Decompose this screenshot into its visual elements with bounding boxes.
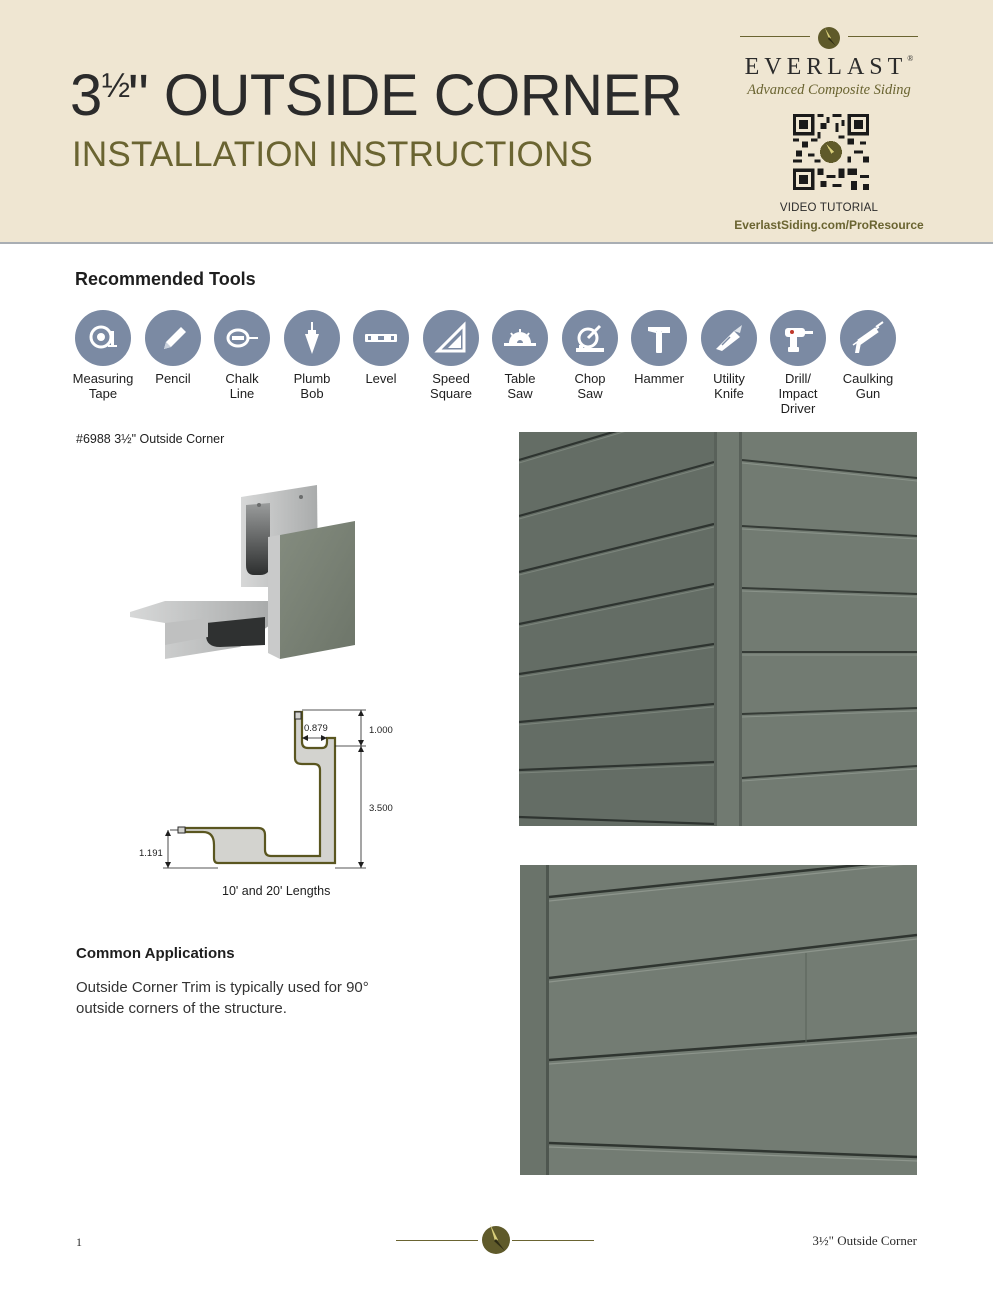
- tool-table-saw: Table Saw: [485, 310, 555, 401]
- recommended-tools-heading: Recommended Tools: [75, 269, 256, 289]
- measuring-tape-icon: [84, 319, 122, 357]
- common-applications-text: Outside Corner Trim is typically used for 90° outside corners of the structure.: [76, 979, 369, 1017]
- tool-level: Level: [346, 310, 416, 386]
- pro-resource-link[interactable]: EverlastSiding.com/ProResource: [734, 218, 924, 232]
- qr-code-icon[interactable]: [793, 114, 869, 190]
- dim-width-label: 0.879: [304, 723, 328, 734]
- footer-document-title: 3½" Outside Corner: [812, 1233, 917, 1248]
- title-fraction: ½: [101, 67, 129, 105]
- tool-hammer: Hammer: [624, 310, 694, 386]
- brand-rule-right: [848, 36, 918, 37]
- drill-icon: [779, 319, 817, 357]
- video-tutorial-label: VIDEO TUTORIAL: [779, 202, 879, 214]
- tool-chalk-line: Chalk Line: [207, 310, 277, 401]
- table-saw-icon: [501, 319, 539, 357]
- dim-top-label: 1.000: [369, 725, 393, 736]
- outside-corner-3d-render: [120, 475, 370, 675]
- compass-emblem-icon: [816, 24, 842, 50]
- utility-knife-icon: [710, 319, 748, 357]
- dim-height-label: 3.500: [369, 803, 393, 814]
- level-icon: [362, 319, 400, 357]
- tool-utility-knife: Utility Knife: [694, 310, 764, 401]
- page-title: $3^{\frac{1}{2}}$" OUTSIDE CORNER: [70, 63, 683, 128]
- common-applications-heading: Common Applications: [76, 945, 235, 962]
- hammer-icon: [640, 319, 678, 357]
- lengths-note: 10' and 20' Lengths: [222, 884, 331, 898]
- tools-row: [68, 310, 908, 416]
- footer-rule-left: [396, 1240, 478, 1241]
- brand-tagline: Advanced Composite Siding: [747, 82, 911, 98]
- tool-caulking-gun: Caulking Gun: [833, 310, 903, 401]
- brand-name: EVERLAST®: [744, 54, 914, 80]
- brand-rule-left: [740, 36, 810, 37]
- page-subtitle: INSTALLATION INSTRUCTIONS: [72, 135, 593, 174]
- installed-corner-photo-wide: [519, 432, 917, 826]
- footer-rule-right: [512, 1240, 594, 1241]
- dim-flange-label: 1.191: [139, 848, 163, 859]
- chop-saw-icon: [571, 319, 609, 357]
- tool-measuring-tape: Measuring Tape: [68, 310, 138, 401]
- profile-dimension-drawing: [130, 700, 410, 880]
- chalk-line-icon: [223, 319, 261, 357]
- plumb-bob-icon: [293, 319, 331, 357]
- compass-emblem-footer-icon: [480, 1222, 512, 1256]
- page-number: 1: [76, 1235, 82, 1249]
- pencil-icon: [154, 319, 192, 357]
- tool-chop-saw: Chop Saw: [555, 310, 625, 401]
- tool-plumb-bob: Plumb Bob: [277, 310, 347, 401]
- product-caption: #6988 3½" Outside Corner: [76, 432, 225, 446]
- tool-drill-impact-driver: Drill/ Impact Driver: [763, 310, 833, 416]
- tool-pencil: Pencil: [138, 310, 208, 386]
- installed-corner-photo-closeup: [520, 865, 917, 1175]
- caulking-gun-icon: [849, 319, 887, 357]
- speed-square-icon: [432, 319, 470, 357]
- header-band: [0, 0, 993, 244]
- tool-speed-square: Speed Square: [416, 310, 486, 401]
